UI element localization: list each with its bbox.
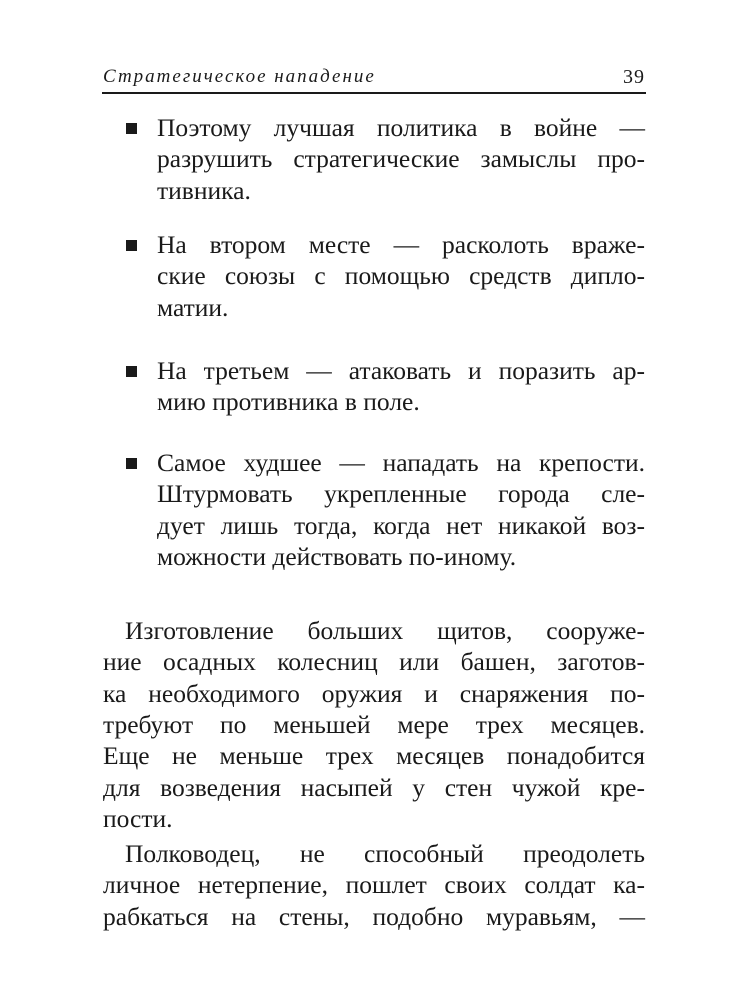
bullet-text-line: матии. xyxy=(157,292,229,322)
bullet-text-line: мию противника в поле. xyxy=(157,387,420,417)
paragraph-text-line: ние осадных колесниц или башен, заготов- xyxy=(103,647,645,677)
running-header-title: Стратегическое нападение xyxy=(103,66,376,87)
bullet-text-line: Штурмовать укрепленные города сле- xyxy=(157,479,645,509)
paragraph-text-line: личное нетерпение, пошлет своих солдат ка- xyxy=(103,870,645,900)
bullet-text-line: Самое худшее — нападать на крепости. xyxy=(157,448,645,477)
paragraph-text-line: рабкаться на стены, подобно муравьям, — xyxy=(103,901,645,931)
paragraph-text-line: ка необходимого оружия и снаряжения по- xyxy=(103,678,645,708)
bullet-square-icon xyxy=(126,458,137,469)
bullet-text-line: можности действовать по-иному. xyxy=(157,541,517,571)
paragraph-text-line: Полководец, не способный преодолеть xyxy=(125,839,645,868)
bullet-text-line: разрушить стратегические замыслы про- xyxy=(157,144,645,174)
paragraph-text-line: Изготовление больших щитов, сооруже- xyxy=(125,616,645,645)
bullet-square-icon xyxy=(126,366,137,377)
paragraph-text-line: пости. xyxy=(103,803,173,833)
header-rule xyxy=(102,92,646,94)
paragraph-text-line: Еще не меньше трех месяцев понадобится xyxy=(103,741,645,771)
bullet-text-line: дует лишь тогда, когда нет никакой воз- xyxy=(157,510,645,540)
bullet-text-line: тивника. xyxy=(157,175,251,205)
bullet-text-line: На втором месте — расколоть враже- xyxy=(157,230,645,259)
paragraph-text-line: требуют по меньшей мере трех месяцев. xyxy=(103,709,645,739)
paragraph-text-line: для возведения насыпей у стен чужой кре- xyxy=(103,772,645,802)
bullet-square-icon xyxy=(126,123,137,134)
bullet-text-line: ские союзы с помощью средств дипло- xyxy=(157,261,645,291)
bullet-square-icon xyxy=(126,240,137,251)
bullet-text-line: Поэтому лучшая политика в войне — xyxy=(157,113,645,142)
bullet-text-line: На третьем — атаковать и поразить ар- xyxy=(157,356,645,385)
page-number: 39 xyxy=(623,66,645,88)
